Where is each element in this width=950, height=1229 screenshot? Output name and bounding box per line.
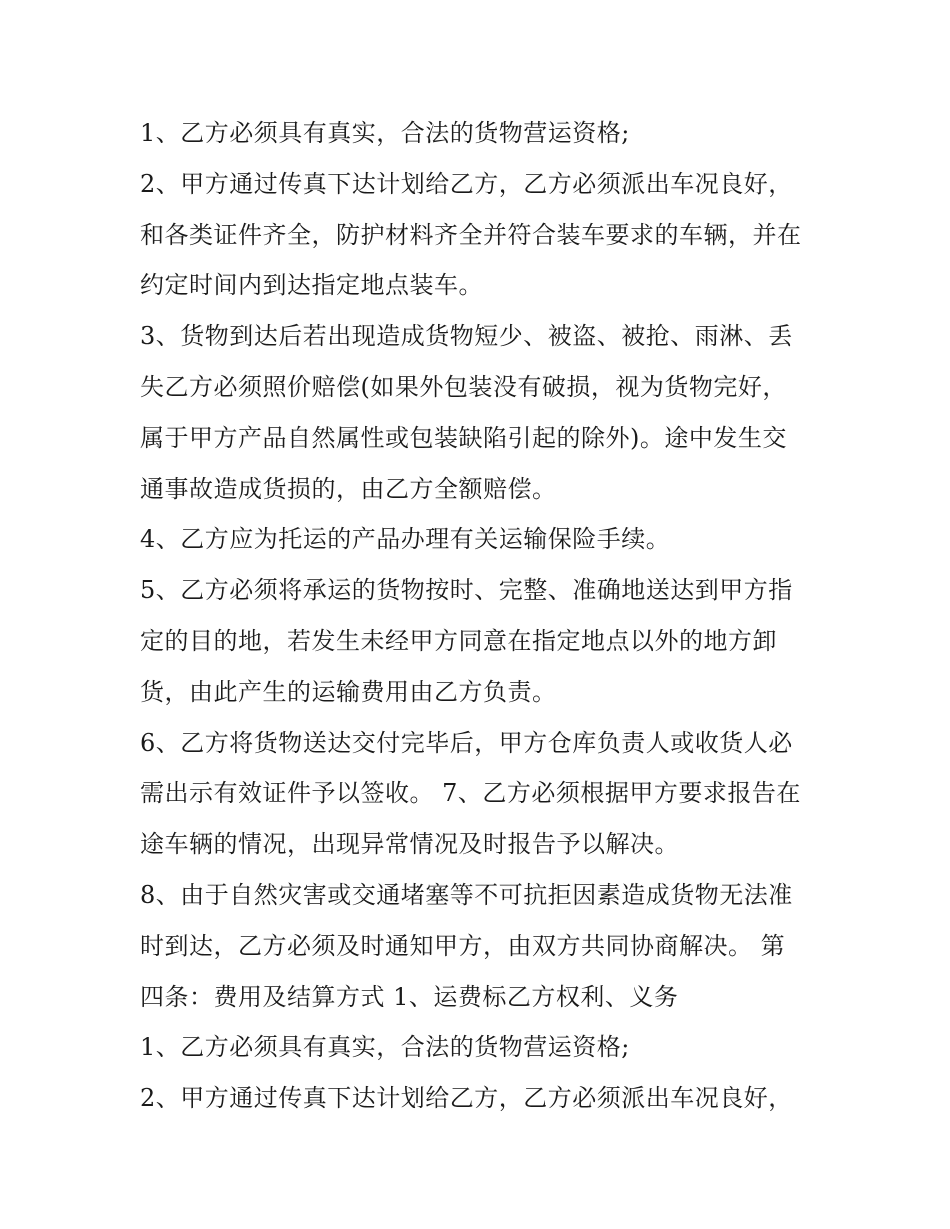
paragraph-4: 4、乙方应为托运的产品办理有关运输保险手续。	[140, 525, 671, 554]
paragraph-8: 1、乙方必须具有真实，合法的货物营运资格;	[140, 1033, 630, 1062]
paragraph-6: 6、乙方将货物送达交付完毕后，甲方仓库负责人或收货人必 需出示有效证件予以签收。 7、乙方必须根据甲方要求报告在 途车辆的情况，出现异常情况及时报告予以解决。	[140, 728, 801, 859]
document-body	[140, 108, 820, 1124]
paragraph-3: 3、货物到达后若出现造成货物短少、被盗、被抢、雨淋、丢 失乙方必须照价赔偿(如果外包装没有破损，视为货物完好， 属于甲方产品自然属性或包装缺陷引起的除外)。途中发生交 通事故造成货损的，由乙方全额赔偿。	[140, 322, 793, 503]
paragraph-5: 5、乙方必须将承运的货物按时、完整、准确地送达到甲方指 定的目的地，若发生未经甲方同意在指定地点以外的地方卸 货，由此产生的运输费用由乙方负责。	[140, 576, 793, 706]
paragraph-1: 1、乙方必须具有真实，合法的货物营运资格;	[140, 119, 630, 147]
paragraph-9: 2、甲方通过传真下达计划给乙方，乙方必须派出车况良好，	[140, 1084, 793, 1113]
paragraph-7: 8、由于自然灾害或交通堵塞等不可抗拒因素造成货物无法准 时到达，乙方必须及时通知甲方，由双方共同协商解决。 第 四条：费用及结算方式 1、运费标乙方权利、义务	[140, 880, 793, 1011]
paragraph-2: 2、甲方通过传真下达计划给乙方，乙方必须派出车况良好， 和各类证件齐全，防护材料齐全并符合装车要求的车辆，并在 约定时间内到达指定地点装车。	[140, 169, 802, 300]
